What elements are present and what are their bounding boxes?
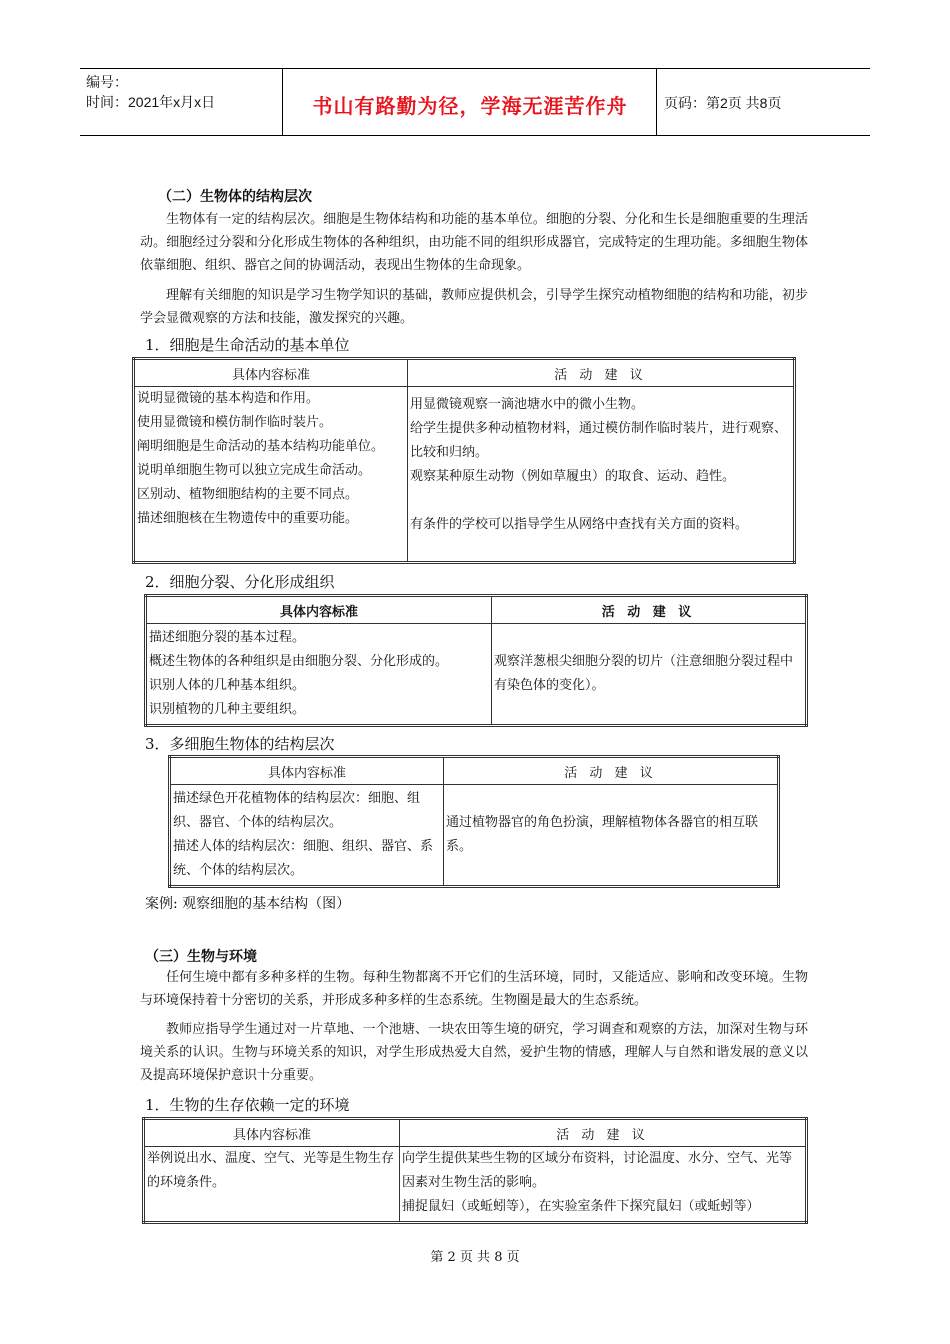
case-caption: 案例: 观察细胞的基本结构（图） [145,896,351,912]
standard-item: 识别人体的几种基本组织。 [149,678,306,693]
table-header-activity: 活 动 建 议 [408,359,795,387]
table-header-activity: 活 动 建 议 [492,596,807,624]
table-header-standard: 具体内容标准 [134,359,408,387]
activity-item: 观察某种原生动物（例如草履虫）的取食、运动、趋性。 [410,469,736,484]
standard-item: 描述绿色开花植物体的结构层次：细胞、组织、器官、个体的结构层次。 [173,791,421,830]
table-header-standard: 具体内容标准 [144,1119,400,1147]
header-meta [86,72,215,112]
table-cell-standards [170,785,444,887]
header-motto: 书山有路勤为径，学海无涯苦作舟 [312,94,628,118]
standard-item: 描述人体的结构层次：细胞、组织、器官、系统、个体的结构层次。 [173,839,434,878]
table-environment [142,1117,808,1224]
subsection-title-environment: 1．生物的生存依赖一定的环境 [145,1096,350,1114]
page-footer: 第 2 页 共 8 页 [430,1250,520,1265]
header-divider-left [282,68,283,136]
standard-item: 说明单细胞生物可以独立完成生命活动。 [137,463,372,478]
standard-item: 阐明细胞是生命活动的基本结构功能单位。 [137,439,385,454]
standard-item: 区别动、植物细胞结构的主要不同点。 [137,487,359,502]
activity-item: 向学生提供某些生物的区域分布资料，讨论温度、水分、空气、光等因素对生物生活的影响。 [402,1151,793,1190]
header-divider-right [656,68,657,136]
section2-paragraph-1: 生物体有一定的结构层次。细胞是生物体结构和功能的基本单位。细胞的分裂、分化和生长是细胞重要的生理活动。细胞经过分裂和分化形成生物体的各种组织，由功能不同的组织形成器官，完成特定的生理功能。多细胞生物体依靠细胞、组织、器官之间的协调活动，表现出生物体的生命现象。 [140,212,808,273]
standard-item: 举例说出水、温度、空气、光等是生物生存的环境条件。 [147,1151,395,1190]
table-cell-activities [408,387,795,563]
section3-paragraph-2: 教师应指导学生通过对一片草地、一个池塘、一块农田等生境的研究，学习调查和观察的方法，加深对生物与环境关系的认识。生物与环境关系的知识，对学生形成热爱大自然，爱护生物的情感，理解人与自然和谐发展的意义以及提高环境保护意识十分重要。 [140,1022,808,1083]
table-cell-standards [144,1147,400,1223]
table-header-activity: 活 动 建 议 [444,757,779,785]
table-cell-activities [400,1147,807,1223]
standard-item: 识别植物的几种主要组织。 [149,702,306,717]
table-cell-division [144,594,808,727]
table-cell-activities [492,624,807,726]
table-cell-standards [134,387,408,563]
table-cell-unit [132,357,796,564]
table-cell-standards [146,624,492,726]
section-title-environment: （三）生物与环境 [145,949,257,965]
table-header-activity: 活 动 建 议 [400,1119,807,1147]
activity-item: 用显微镜观察一滴池塘水中的微小生物。 [410,397,645,412]
section2-paragraph-2: 理解有关细胞的知识是学习生物学知识的基础，教师应提供机会，引导学生探究动植物细胞的结构和功能，初步学会显微观察的方法和技能，激发探究的兴趣。 [140,288,808,326]
section3-paragraph-1: 任何生境中都有多种多样的生物。每种生物都离不开它们的生活环境，同时，又能适应、影响和改变环境。生物与环境保持着十分密切的关系，并形成多种多样的生态系统。生物圈是最大的生态系统。 [140,970,808,1008]
subsection-title-cell-unit: 1．细胞是生命活动的基本单位 [145,336,350,354]
header-number-label: 编号： [86,74,128,90]
section-title-structure: （二）生物体的结构层次 [158,189,312,205]
activity-item: 通过植物器官的角色扮演，理解植物体各器官的相互联系。 [446,815,759,854]
subsection-title-cell-division: 2．细胞分裂、分化形成组织 [145,573,335,591]
standard-item: 描述细胞核在生物遗传中的重要功能。 [137,511,359,526]
standard-item: 说明显微镜的基本构造和作用。 [137,391,320,406]
table-multicellular [168,755,780,888]
activity-item: 有条件的学校可以指导学生从网络中查找有关方面的资料。 [410,517,749,532]
activity-item: 观察洋葱根尖细胞分裂的切片（注意细胞分裂过程中有染色体的变化）。 [494,654,794,693]
header-date-label: 时间：2021年x月x日 [86,94,216,110]
standard-item: 概述生物体的各种组织是由细胞分裂、分化形成的。 [149,654,449,669]
table-header-standard: 具体内容标准 [146,596,492,624]
table-cell-activities [444,785,779,887]
header-page-info: 页码：第2页 共8页 [664,95,782,111]
activity-item: 捕捉鼠妇（或蚯蚓等），在实验室条件下探究鼠妇（或蚯蚓等） [402,1199,760,1214]
standard-item: 描述细胞分裂的基本过程。 [149,630,306,645]
subsection-title-multicellular: 3．多细胞生物体的结构层次 [145,735,335,753]
spacer [410,489,791,513]
table-header-standard: 具体内容标准 [170,757,444,785]
activity-item: 给学生提供多种动植物材料，通过模仿制作临时装片，进行观察、比较和归纳。 [410,421,788,460]
header-bottom-rule [80,135,870,136]
header-top-rule [80,68,870,69]
standard-item: 使用显微镜和模仿制作临时装片。 [137,415,333,430]
